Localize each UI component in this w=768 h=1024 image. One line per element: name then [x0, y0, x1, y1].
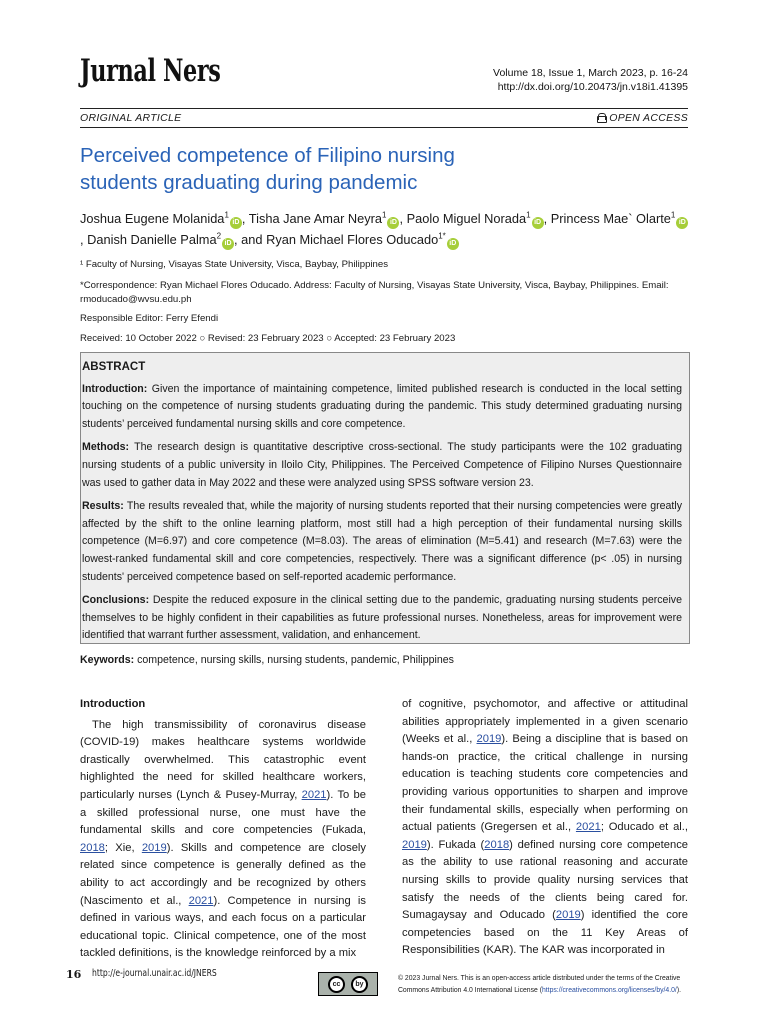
citation-year-link[interactable]: 2021	[301, 788, 327, 801]
author-name: Paolo Miguel Norada	[406, 211, 527, 226]
responsible-editor: Responsible Editor: Ferry Efendi	[80, 313, 219, 324]
orcid-icon[interactable]: iD	[230, 217, 242, 229]
affiliation-marker: 1	[670, 210, 676, 220]
affiliation-marker: 2	[216, 231, 222, 241]
section-label: Methods:	[82, 441, 130, 454]
orcid-icon[interactable]: iD	[447, 238, 459, 250]
journal-logo: Jurnal Ners	[80, 53, 221, 89]
citation-year-link[interactable]: 2021	[188, 894, 214, 907]
author-name: and Ryan Michael Flores Oducado	[241, 232, 439, 247]
article-title	[80, 142, 600, 196]
abstract-heading: ABSTRACT	[82, 361, 146, 373]
section-label: Conclusions:	[82, 594, 150, 607]
affiliation-marker: 1*	[438, 231, 446, 241]
body-text: ). Being a discipline that is based on hands-on practice, the critical challenge in nursing education is teaching students core competencies and providing various opportunities to sharpen and improve their fundamental skills, especially when performing on actual patients (Gregersen et al.,	[402, 733, 689, 834]
section-text: The results revealed that, while the majority of nursing students reported that their nursing competencies were greatly affected by the shift to the online learning platform, most still had a high perception of their fundamental nursing skills competence (M=6.97) and core competence (M=8.03). The areas of elimination (M=5.41) and research (M=7.63) were the lowest-ranked fundamental skill and core competencies, respectively. There was a significant difference (p< .05) in nursing students' perceived competence based on self-reported academic performance.	[82, 500, 682, 583]
body-text: ). Fukada (	[426, 838, 485, 851]
citation-year-link[interactable]: 2019	[141, 841, 167, 854]
article-dates: Received: 10 October 2022 ○ Revised: 23 February 2023 ○ Accepted: 23 February 2023	[80, 333, 456, 344]
orcid-icon[interactable]: iD	[532, 217, 544, 229]
section-text: Despite the reduced exposure in the clinical setting due to the pandemic, graduating nursing students perceive themselves to be highly confident in their capabilities as future professional nurses. Nonetheless, areas for improvement were identified that warrant further assessment, validation, and enhancement.	[82, 594, 682, 642]
body-text: ). To be a skilled professional nurse, one must have the fundamental skills and core competencies (Fukada,	[80, 788, 366, 837]
correspondence: *Correspondence: Ryan Michael Flores Oducado. Address: Faculty of Nursing, Visayas State University, Visca, Baybay, Philippines. Email: rmoducado@wvsu.edu.ph	[80, 280, 669, 305]
body-text: ; Xie,	[104, 841, 142, 854]
body-paragraph	[80, 717, 366, 963]
orcid-icon[interactable]: iD	[676, 217, 688, 229]
author-list	[80, 208, 690, 250]
body-text: The high transmissibility of coronavirus disease (COVID-19) makes healthcare systems worldwide drastically overwhelmed. This catastrophic event highlighted the need for skilled healthcare workers, particularly nurses (Lynch & Pusey-Murray,	[80, 718, 366, 801]
affiliation: ¹ Faculty of Nursing, Visayas State University, Visca, Baybay, Philippines	[80, 259, 389, 270]
section-label: Results:	[82, 500, 124, 513]
body-text: ) identified the core competencies based on the 11 Key Areas of Responsibilities (KAR). The KAR was incorporated in	[402, 909, 688, 957]
volume-line: Volume 18, Issue 1, March 2023, p. 16-24	[493, 67, 688, 79]
affiliation-marker: 1	[526, 210, 531, 220]
page-number: 16	[66, 968, 82, 981]
citation-year-link[interactable]: 2019	[555, 909, 581, 922]
author-separator: ,	[234, 232, 242, 247]
citation-year-link[interactable]: 2018	[484, 838, 510, 851]
abstract-introduction	[82, 381, 682, 434]
body-column-left	[80, 696, 366, 963]
author-separator: ,	[241, 211, 249, 226]
author-name: Danish Danielle Palma	[87, 232, 217, 247]
orcid-icon[interactable]: iD	[222, 238, 234, 250]
license-link[interactable]: https://creativecommons.org/licenses/by/4.0/	[541, 985, 677, 994]
abstract-methods	[82, 439, 682, 492]
keywords-text: competence, nursing skills, nursing students, pandemic, Philippines	[134, 654, 454, 666]
header-rule-bottom	[80, 127, 688, 128]
open-access-label	[597, 112, 688, 124]
journal-url[interactable]: http://e-journal.unair.ac.id/JNERS	[92, 968, 217, 979]
abstract-box	[80, 352, 690, 644]
citation-year-link[interactable]: 2019	[476, 733, 502, 746]
by-person-icon: by	[351, 976, 368, 993]
section-text: The research design is quantitative descriptive cross-sectional. The study participants were the 102 graduating nursing students of a public university in Iloilo City, Philippines. The Perceived Competence of Filipino Nurses Questionnaire was used to gather data in May 2022 and these were analyzed using SPSS software version 23.	[82, 441, 682, 489]
abstract-results	[82, 498, 682, 586]
citation-year-link[interactable]: 2018	[80, 841, 105, 854]
keywords-label: Keywords:	[80, 654, 135, 666]
header-rule-top	[80, 108, 688, 109]
body-text: ). Skills and competence are closely related since competence is generally defined as the ability to act accordingly and be recognized by others (Nascimento et al.,	[80, 841, 366, 907]
doi-link[interactable]: http://dx.doi.org/10.20473/jn.v18i1.41395	[497, 81, 688, 93]
author-name: Princess Mae` Olarte	[550, 211, 671, 226]
issue-info	[493, 66, 688, 94]
affiliation-marker: 1	[224, 210, 229, 220]
body-text: ; Oducado et al.,	[600, 821, 689, 834]
open-lock-icon	[597, 113, 605, 123]
affiliation-marker: 1	[382, 210, 387, 220]
license-text	[398, 972, 695, 996]
author-name: Joshua Eugene Molanida	[80, 211, 225, 226]
body-paragraph	[402, 696, 688, 960]
citation-year-link[interactable]: 2019	[402, 838, 427, 851]
cc-by-license-badge[interactable]	[318, 972, 378, 996]
author-separator: ,	[80, 232, 88, 247]
abstract-conclusions	[82, 592, 682, 645]
title-line-2: students graduating during pandemic	[80, 171, 418, 194]
article-type: ORIGINAL ARTICLE	[80, 112, 182, 124]
title-line-1: Perceived competence of Filipino nursing	[80, 144, 455, 167]
introduction-heading: Introduction	[80, 698, 146, 710]
cc-icon: cc	[328, 976, 345, 993]
body-text: ). Competence in nursing is defined in various ways, and each focus on a particular educational topic. Clinical competence, one of the most tackled definitions, is the knowledge reinforced by a mix	[80, 894, 366, 960]
license-prefix: © 2023 Jurnal Ners. This is an open-access article distributed under the terms of the Creative Commons Attribution 4.0 International License (	[398, 973, 681, 994]
article-type-bar	[80, 110, 688, 126]
citation-year-link[interactable]: 2021	[575, 821, 601, 834]
section-label: Introduction:	[82, 382, 148, 395]
body-text: of cognitive, psychomotor, and affective or attitudinal abilities appropriately implemented in a given scenario (Weeks et al.,	[402, 698, 688, 746]
license-suffix: ).	[676, 985, 682, 994]
section-text: Given the importance of maintaining competence, limited published research is conducted in the local setting touching on the competence of nursing students graduating during the pandemic. This study determined graduating nursing students’ perceived fundamental nursing skills and core competence.	[82, 382, 682, 430]
orcid-icon[interactable]: iD	[387, 217, 399, 229]
author-separator: ,	[543, 211, 551, 226]
page-footer	[66, 968, 690, 1004]
author-separator: ,	[399, 211, 407, 226]
open-access-text: OPEN ACCESS	[609, 112, 688, 124]
body-column-right	[402, 696, 688, 960]
author-name: Tisha Jane Amar Neyra	[248, 211, 383, 226]
body-text: ) defined nursing core competence as the ability to use rational reasoning and accurate nursing skills to provide quality nursing services that satisfy the needs of the clients being cared for. Sumagaysay and Oducado (	[402, 838, 689, 922]
keywords	[80, 652, 690, 668]
